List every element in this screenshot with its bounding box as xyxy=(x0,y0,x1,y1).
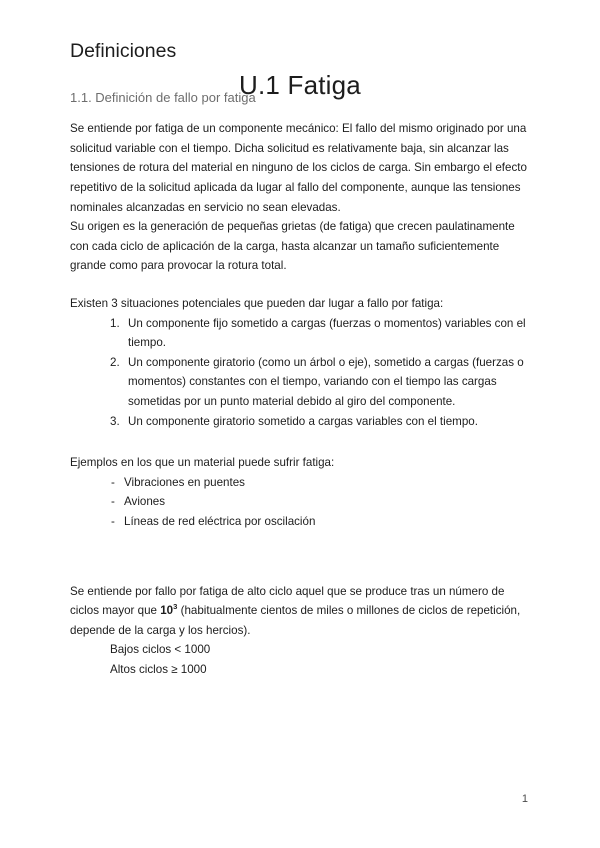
paragraph-origen-grietas: Su origen es la generación de pequeñas grietas (de fatiga) que crecen paulatinamente con cada ciclo de aplicación de la carga, hasta alcanzar un tamaño suficientemente grande como para provocar la rotura total. xyxy=(70,220,515,273)
alto-ciclo-base-number: 10 xyxy=(160,604,174,618)
paragraph-intro-situaciones: Existen 3 situaciones potenciales que pueden dar lugar a fallo por fatiga: xyxy=(70,297,444,311)
cycle-limit-altos: Altos ciclos ≥ 1000 xyxy=(110,662,207,676)
page-number: 1 xyxy=(521,793,528,805)
list-item: - Líneas de red eléctrica por oscilación xyxy=(110,512,528,532)
paragraph-intro-ejemplos: Ejemplos en los que un material puede sufrir fatiga: xyxy=(70,456,335,470)
alto-ciclo-text-after: (habitualmente cientos de miles o millones de ciclos de repetición, depende de la carga y los hercios). xyxy=(70,604,521,637)
dash-list-ejemplos xyxy=(70,473,528,532)
spacer xyxy=(70,276,528,294)
spacer xyxy=(70,566,528,582)
alto-ciclo-exponent: 3 xyxy=(173,602,178,612)
numbered-list-situaciones xyxy=(70,314,528,432)
spacer xyxy=(70,107,528,119)
document-body xyxy=(70,0,528,680)
list-item: Un componente fijo sometido a cargas (fuerzas o momentos) variables con el tiempo. xyxy=(128,316,526,350)
paragraph-definicion-fatiga: Se entiende por fatiga de un componente mecánico: El fallo del mismo originado por una solicitud variable con el tiempo. Dicha solicitud es relativamente baja, sin alcanzar las tensiones de rotura del material en ninguno de los ciclos de carga. Sin embargo el efecto repetitivo de la solicitud aplicada da lugar al fallo del componente, aunque las tensiones nominales alcanzadas en servicio no sean elevadas. xyxy=(70,122,527,214)
paragraph-alto-ciclo xyxy=(70,582,528,641)
spacer xyxy=(70,532,528,566)
list-item: Un componente giratorio (como un árbol o eje), sometido a cargas (fuerzas o momentos) constantes con el tiempo, variando con el tiempo las cargas sometidas por un punto material debido al giro del componente. xyxy=(128,355,524,408)
alto-ciclo-text-before: Se entiende por fallo por fatiga de alto ciclo aquel que se produce tras un número de ciclos mayor que xyxy=(70,584,505,618)
spacer xyxy=(70,431,528,453)
section-heading-definiciones: Definiciones xyxy=(70,40,177,62)
list-item: - Aviones xyxy=(110,492,528,512)
subsection-heading-1-1: 1.1. Definición de fallo por fatiga xyxy=(70,90,256,106)
cycle-limit-bajos: Bajos ciclos < 1000 xyxy=(110,643,211,657)
page-title: U.1 Fatiga xyxy=(239,70,361,100)
list-item: Un componente giratorio sometido a cargas variables con el tiempo. xyxy=(128,414,478,428)
list-item: - Vibraciones en puentes xyxy=(110,473,528,493)
